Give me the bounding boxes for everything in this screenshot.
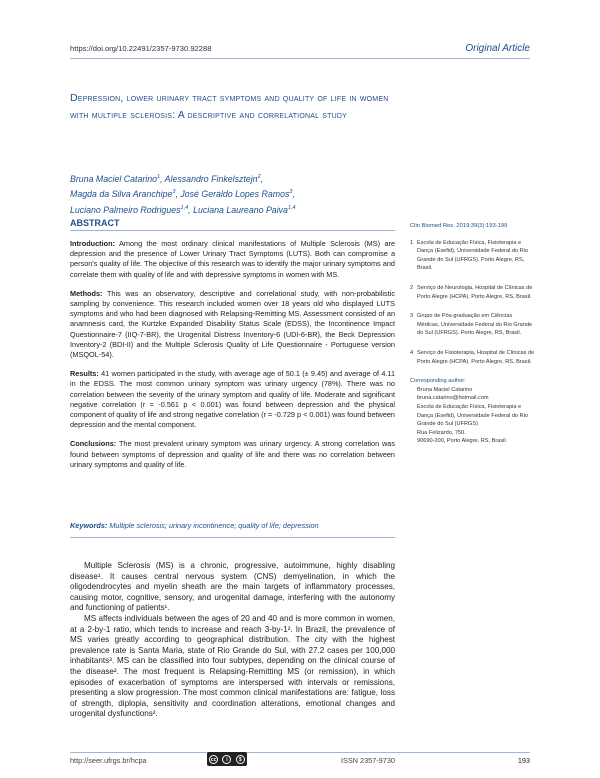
affiliation-item xyxy=(410,284,535,301)
conclusions-text: The most prevalent urinary symptom was urinary urgency. A strong correlation was found between symptoms of depression and quality of life and there was no correlation between urinary symptoms and quality of life. xyxy=(70,439,395,469)
page-number: 193 xyxy=(517,756,530,765)
author-affiliation: 1 xyxy=(157,174,161,180)
corresponding-author-street: Rua Felizardo, 750. xyxy=(417,429,466,436)
abstract-introduction xyxy=(70,239,395,280)
affiliation-number: 2 xyxy=(410,284,414,291)
corresponding-author-heading: Corresponding author: xyxy=(410,378,466,385)
author-list: Bruna Maciel Catarino$^1$, Alessandro Finkelsztejn$^2$, Magda da Silva Aranchipe$^3$, José Geraldo Lopes Ramos$^3$, Luciano Palmeiro Rodrigues$^{1,4}$, Luciana Laureano Paiva$^{1,4}$ xyxy=(70,173,296,215)
header-divider xyxy=(70,58,530,59)
affiliation-number: 3 xyxy=(410,313,414,320)
introduction-text: Among the most ordinary clinical manifestations of Multiple Sclerosis (MS) are depression and the presence of Lower Urinary Tract Symptoms (LUTS). Both can compromise a person's quality of life. The objective of this research was to identify the major urinary symptoms and correlate them with quality of life and with depressive symptoms in women with MS. xyxy=(70,239,396,279)
affiliation-item xyxy=(410,312,535,338)
journal-url[interactable]: http://seer.ufrgs.br/hcpa xyxy=(70,756,147,765)
footer-divider xyxy=(70,752,530,753)
doi-link[interactable]: https://doi.org/10.22491/2357-9730.92288 xyxy=(70,44,212,53)
author-affiliation: 1,4 xyxy=(180,204,189,211)
methods-label: Methods: xyxy=(70,288,103,298)
abstract-body xyxy=(70,239,395,479)
author-affiliation: 1,4 xyxy=(287,204,296,211)
abstract-heading: ABSTRACT xyxy=(70,218,120,228)
abstract-results xyxy=(70,369,395,430)
body-text xyxy=(70,561,395,720)
author-affiliation: 3 xyxy=(172,189,176,196)
author-name: Luciano Palmeiro Rodrigues xyxy=(70,204,181,215)
corresponding-author-name: Bruna Maciel Catarino xyxy=(417,386,473,393)
corresponding-author-institution: Escola de Educação Física, Fisioterapia e Dança (Esefid), Universidade Federal do Rio Grande do Sul (UFRGS) xyxy=(417,403,528,428)
affiliation-text: Grupo de Pós-graduação em Ciências Médicas, Universidade Federal do Rio Grande do Sul (UFRGS). Porto Alegre, RS, Brasil. xyxy=(417,313,533,337)
affiliation-item xyxy=(410,239,535,273)
affiliation-item xyxy=(410,349,535,366)
body-paragraph: Multiple Sclerosis (MS) is a chronic, progressive, autoimmune, highly disabling disease¹. It causes central nervous system (CNS) demyelination, in which the oligodendrocytes and myelin sheath are the main targets of inflammatory processes, causing motor, cognitive, sensory, and urogenital damage, interfering with the autonomy and functioning of patients¹. xyxy=(70,561,395,613)
abstract-methods xyxy=(70,289,395,360)
affiliation-text: Escola de Educação Física, Fisioterapia e Dança (Esefid), Universidade Federal do Rio Grande do Sul (UFRGS). Porto Alegre, RS, Brasil. xyxy=(417,239,528,272)
affiliation-number: 1 xyxy=(410,239,414,246)
issn: ISSN 2357-9730 xyxy=(341,756,395,765)
author-name: Magda da Silva Aranchipe xyxy=(70,189,173,200)
author-name: Bruna Maciel Catarino xyxy=(70,173,158,184)
journal-reference: Clin Biomed Res. 2019;39(3):193-199 xyxy=(410,223,508,229)
keywords xyxy=(70,521,395,530)
keywords-divider xyxy=(70,537,395,538)
body-paragraph: MS affects individuals between the ages of 20 and 40 and is more common in women, at a 2-by-1 ratio, which tends to increase and reach 3-by-1². In Brazil, the prevalence of MS varies greatly according to geographical distribution. The city with the highest prevalence rate is Santa Maria, state of Rio Grande do Sul, with 27.2 cases per 100,000 inhabitants³. MS can be classified into four subtypes, depending on the clinical course of the disease². The most frequent is Relapsing-Remitting MS (or remission), in which episodes of exacerbation of symptoms are interspersed with intervals or remissions, presenting a slow progression. The most common clinical manifestations are: fatigue, loss of strength, diplopia, sensitivity and coordination alterations, emotional changes and urogenital dysfunctions². xyxy=(70,613,395,719)
corresponding-author-email[interactable]: bruna.catarino@hotmail.com xyxy=(417,395,489,402)
affiliation-text: Serviço de Fisioterapia, Hospital de Clínicas de Porto Alegre (HCPA). Porto Alegre, RS, Brasil. xyxy=(417,349,535,365)
corresponding-author-city: 90690-200, Porto Alegre, RS, Brasil. xyxy=(417,438,508,445)
affiliation-number: 4 xyxy=(410,349,414,356)
author-affiliation: 3 xyxy=(289,189,293,196)
abstract-conclusions xyxy=(70,439,395,470)
sidebar xyxy=(410,222,535,446)
author-affiliation: 2 xyxy=(257,174,261,180)
author-name: Alessandro Finkelsztejn xyxy=(164,173,258,184)
results-text: 41 women participated in the study, with average age of 50.1 (± 9.45) and average of 4.11 in the EDSS. The most common urinary symptom was urinary urgency (78%). There was no correlation between the severity of the urinary symptom and quality of life. Moderate and significant negative correlation (r = -0.561 p < 0.001) was found between depression and the physical component of quality of life and strong negative correlation (r = -0.729 p < 0.001) was found between depression and the mental component. xyxy=(70,369,395,430)
keywords-label: Keywords: xyxy=(70,521,108,530)
author-name: José Geraldo Lopes Ramos xyxy=(180,189,290,200)
results-label: Results: xyxy=(70,369,99,379)
cc-by-nc-icon xyxy=(207,752,247,766)
article-title: Depression, lower urinary tract symptoms and quality of life in women with multiple sclerosis: A descriptive and correlational study xyxy=(70,92,389,121)
abstract-divider xyxy=(70,230,395,231)
affiliation-text: Serviço de Neurologia, Hospital de Clínicas de Porto Alegre (HCPA). Porto Alegre, RS, Brasil. xyxy=(417,284,533,300)
methods-text: This was an observatory, descriptive and correlational study, with non-probabilistic sampling by convenience. This research included women over 18 years old who displayed LUTS symptoms and who had been diagnosed with Relapsing-Remitting MS. Assessment consisted of an anamnesis card, the Kurtzke Expanded Disability Status Scale (EDSS), the Incontinence Impact Questionnaire-7 (IIQ-7-BR), the Urogenital Distress Inventory-6 (UDI-6-BR), the Beck Depression Inventory-2 (BDI-II) and the Multiple Sclerosis Quality of Life Questionnaire - Portuguese version (MSQOL-54). xyxy=(70,288,395,360)
article-type-label: Original Article xyxy=(465,43,530,54)
keywords-text: Multiple sclerosis; urinary incontinence; quality of life; depression xyxy=(109,521,319,530)
nc-icon: $ xyxy=(236,755,245,764)
by-icon: i xyxy=(222,755,231,764)
conclusions-label: Conclusions: xyxy=(70,439,117,449)
cc-icon: cc xyxy=(210,756,217,763)
author-name: Luciana Laureano Paiva xyxy=(193,204,288,215)
introduction-label: Introduction: xyxy=(70,239,115,248)
